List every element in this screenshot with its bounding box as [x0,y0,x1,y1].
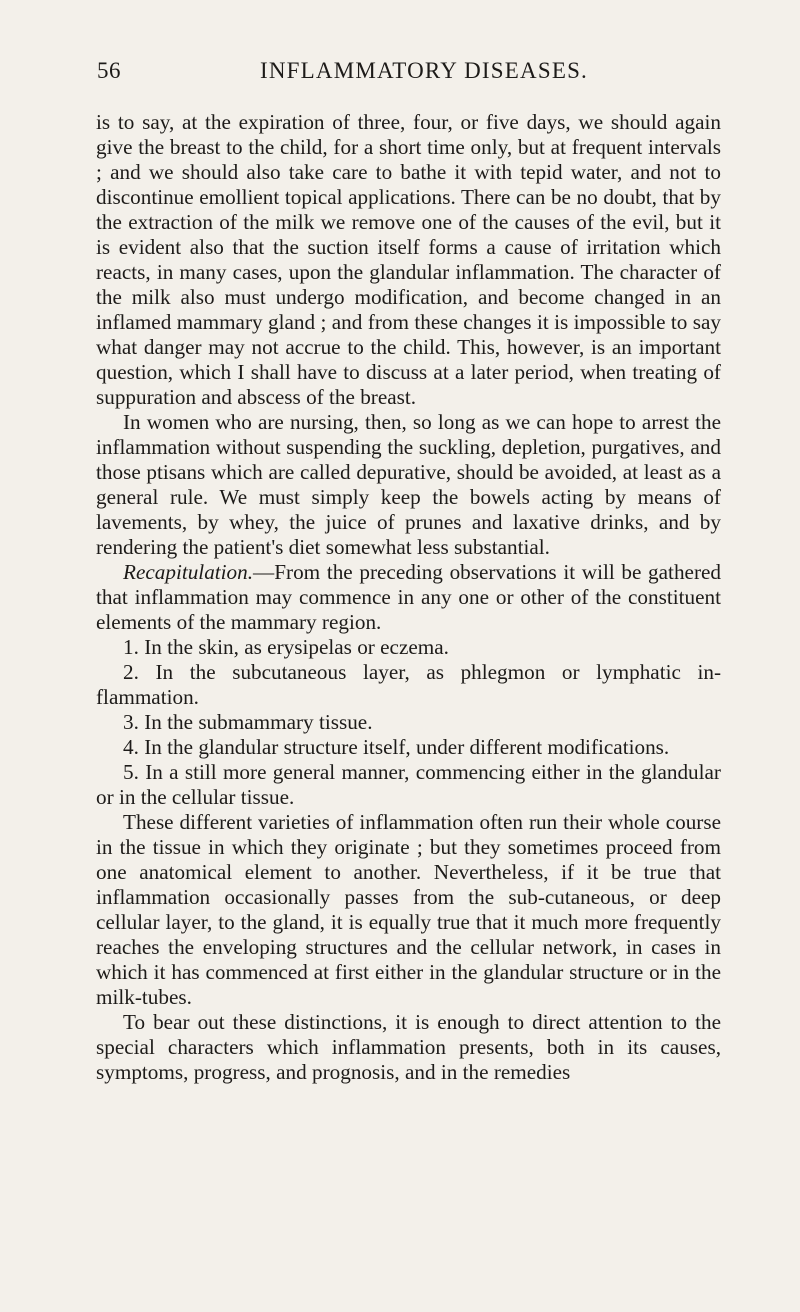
paragraph-continuation: is to say, at the expiration of three, four, or five days, we should again give the breast to the child, for a short time only, but at frequent intervals ; and we should also take care to bathe it with tepid water, and not to discontinue emollient topical applications. There can be no doubt, that by the extraction of the milk we remove one of the causes of the evil, but it is evident also that the suction itself forms a cause of irritation which reacts, in many cases, upon the glandular inflammation. The character of the milk also must undergo modification, and become changed in an inflamed mammary gland ; and from these changes it is impossible to say what danger may not accrue to the child. This, however, is an important question, which I shall have to discuss at a later period, when treating of suppuration and abscess of the breast. [96,110,721,409]
paragraph-distinctions: To bear out these distinctions, it is enough to direct attention to the special characters which inflammation presents, both in its causes, symptoms, progress, and prognosis, and in the remedies [96,1010,721,1084]
list-item: 4. In the glandular structure itself, under different modifications. [123,735,670,759]
list-item: 1. In the skin, as erysipelas or eczema. [123,635,449,659]
paragraph-recapitulation [96,560,721,635]
list-item: 2. In the subcutaneous layer, as phlegmon or lymphatic in-flammation. [96,660,721,709]
body-text [96,110,721,1085]
recapitulation-text: —From the preceding observations it will be gathered that inflammation may commence in any one or other of the constituent elements of the mammary region. [96,560,721,634]
running-head: INFLAMMATORY DISEASES. [260,58,589,83]
list-item: 3. In the submammary tissue. [123,710,373,734]
page-number: 56 [97,58,121,83]
recapitulation-heading: Recapitulation. [123,560,254,584]
list-item: 5. In a still more general manner, commencing either in the glandular or in the cellular tissue. [96,760,721,809]
page-header [97,58,717,86]
paragraph-varieties: These different varieties of inflammation often run their whole course in the tissue in which they originate ; but they sometimes proceed from one anatomical element to another. Nevertheless, if it be true that inflammation occasionally passes from the sub-cutaneous, or deep cellular layer, to the gland, it is equally true that it much more frequently reaches the enveloping structures and the cellular network, in cases in which it has commenced at first either in the glandular structure or in the milk-tubes. [96,810,721,1009]
paragraph-nursing: In women who are nursing, then, so long as we can hope to arrest the inflammation without suspending the suckling, depletion, purgatives, and those ptisans which are called depurative, should be avoided, at least as a general rule. We must simply keep the bowels acting by means of lavements, by whey, the juice of prunes and laxative drinks, and by rendering the patient's diet somewhat less substantial. [96,410,721,559]
